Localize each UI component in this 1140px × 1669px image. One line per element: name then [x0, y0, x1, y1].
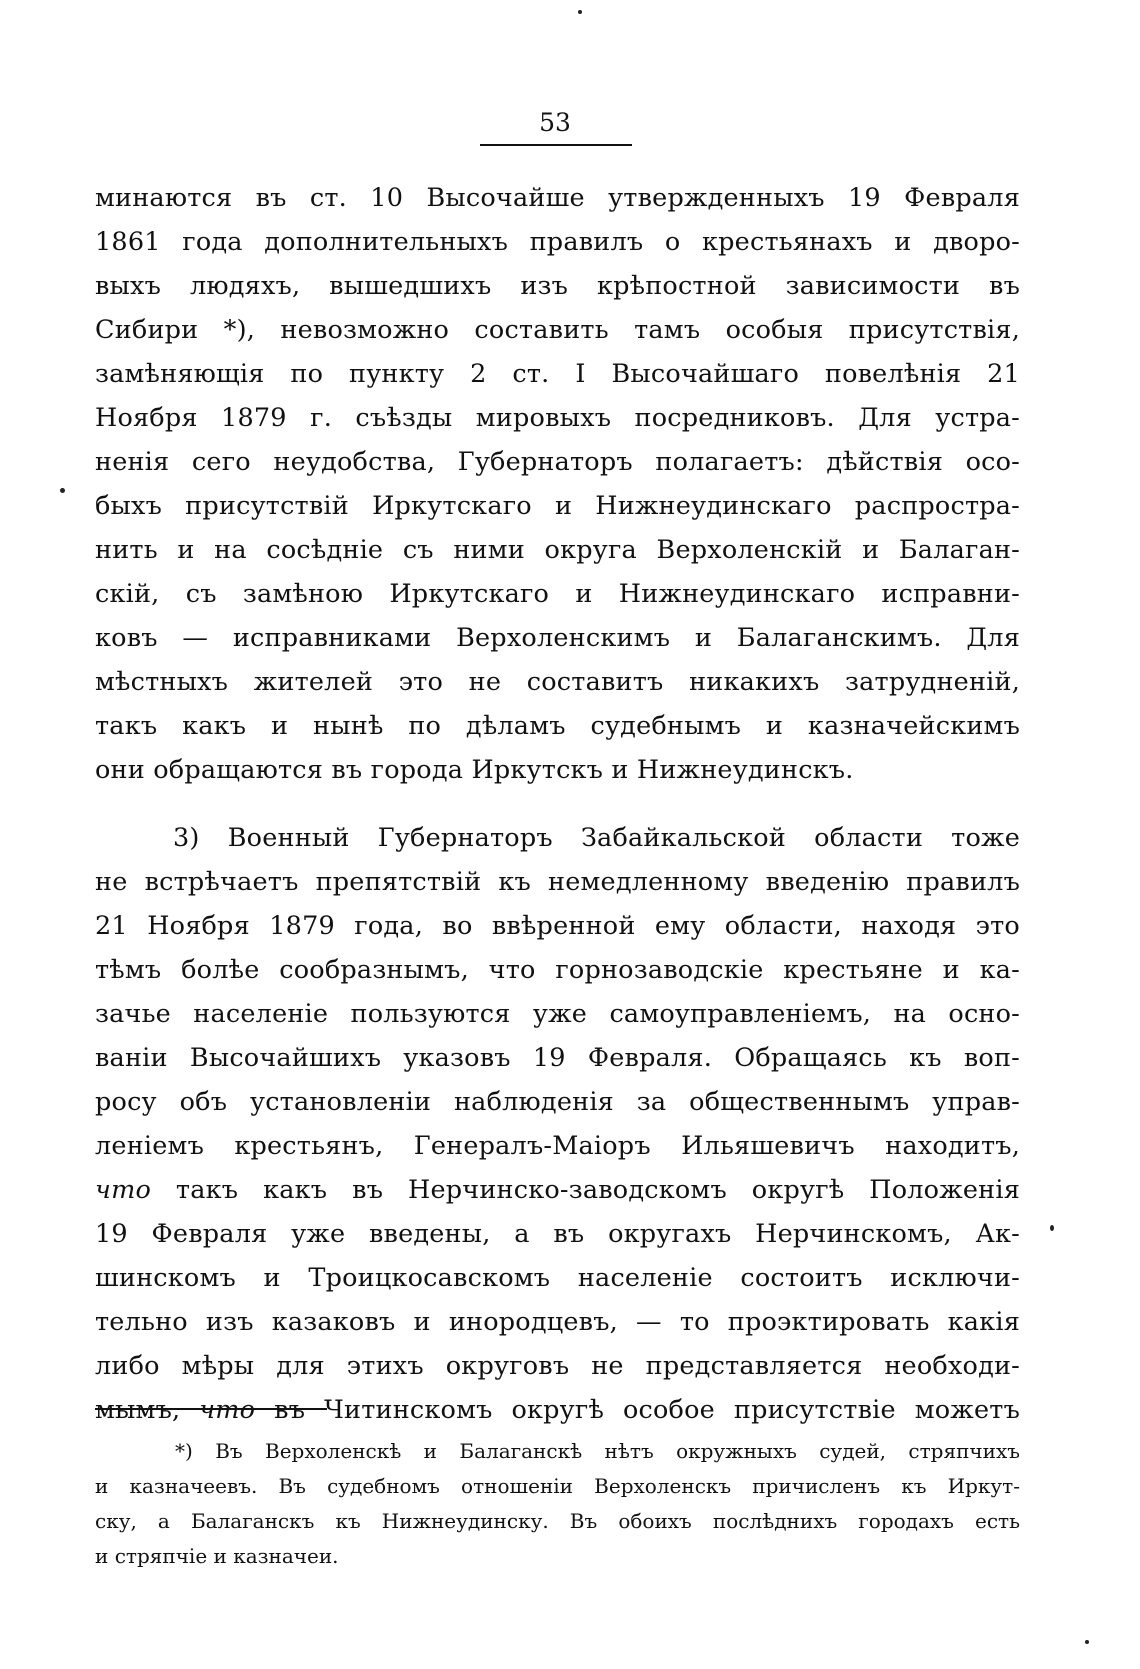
- text-line: ковъ — исправниками Верхоленскимъ и Балаганскимъ. Для: [95, 623, 1020, 653]
- text-line: леніемъ крестьянъ, Генералъ-Маіоръ Ильяшевичъ находитъ,: [95, 1131, 1020, 1161]
- text-line: [95, 1388, 1020, 1432]
- italic-word: что: [199, 1395, 256, 1425]
- footnote: [95, 1434, 1020, 1574]
- main-text: [95, 176, 1020, 1432]
- footnote-line: и стряпчіе и казначеи.: [95, 1544, 339, 1568]
- text-line: Сибири *), невозможно составить тамъ особыя присутствія,: [95, 315, 1020, 345]
- text-line: они обращаются въ города Иркутскъ и Нижнеудинскъ.: [95, 755, 854, 785]
- text-line: шинскомъ и Троицкосавскомъ населеніе состоитъ исключи-: [95, 1263, 1020, 1293]
- line-rest: въ Читинскомъ округѣ особое присутствіе можетъ: [255, 1395, 1020, 1425]
- text-line: тѣмъ болѣе сообразнымъ, что горнозаводскіе крестьяне и ка-: [95, 955, 1020, 985]
- page-number: 53: [539, 108, 571, 137]
- footnote-line: ску, а Балаганскъ къ Нижнеудинску. Въ обоихъ послѣднихъ городахъ есть: [95, 1509, 1020, 1533]
- text-line: зачье населеніе пользуются уже самоуправленіемъ, на осно-: [95, 999, 1020, 1029]
- text-line: выхъ людяхъ, вышедшихъ изъ крѣпостной зависимости въ: [95, 271, 1020, 301]
- text-line: скій, съ замѣною Иркутскаго и Нижнеудинскаго исправни-: [95, 579, 1020, 609]
- text-line: мѣстныхъ жителей это не составитъ никакихъ затрудненій,: [95, 667, 1020, 697]
- italic-word: что: [95, 1175, 151, 1205]
- scan-speck: [578, 10, 582, 14]
- scan-speck: [60, 488, 65, 493]
- text-line: тельно изъ казаковъ и инородцевъ, — то проэктировать какія: [95, 1307, 1020, 1337]
- scan-speck: [1085, 1640, 1089, 1644]
- text-line: росу объ установленіи наблюденія за общественнымъ управ-: [95, 1087, 1020, 1117]
- text-line: 3) Военный Губернаторъ Забайкальской области тоже: [173, 823, 1020, 853]
- footnote-line: и казначеевъ. Въ судебномъ отношеніи Верхоленскъ причисленъ къ Иркут-: [95, 1474, 1020, 1498]
- text-line: 21 Ноября 1879 года, во ввѣренной ему области, находя это: [95, 911, 1020, 941]
- text-line: ваніи Высочайшихъ указовъ 19 Февраля. Обращаясь къ воп-: [95, 1043, 1020, 1073]
- text-line: 19 Февраля уже введены, а въ округахъ Нерчинскомъ, Ак-: [95, 1219, 1020, 1249]
- scan-speck: [1050, 1225, 1054, 1231]
- paragraph-gap: [95, 792, 1020, 816]
- text-line: 1861 года дополнительныхъ правилъ о крестьянахъ и дворо-: [95, 227, 1020, 257]
- text-line: минаются въ ст. 10 Высочайше утвержденныхъ 19 Февраля: [95, 183, 1020, 213]
- text-line: Ноября 1879 г. съѣзды мировыхъ посредниковъ. Для устра-: [95, 403, 1020, 433]
- text-line: такъ какъ и нынѣ по дѣламъ судебнымъ и казначейскимъ: [95, 711, 1020, 741]
- line-rest: такъ какъ въ Нерчинско-заводскомъ округѣ Положенія: [151, 1175, 1020, 1205]
- text-line: быхъ присутствій Иркутскаго и Нижнеудинскаго распростра-: [95, 491, 1020, 521]
- text-line: нить и на сосѣдніе съ ними округа Верхоленскій и Балаган-: [95, 535, 1020, 565]
- text-line: либо мѣры для этихъ округовъ не представляется необходи-: [95, 1351, 1020, 1381]
- footnote-line: *) Въ Верхоленскѣ и Балаганскѣ нѣтъ окружныхъ судей, стряпчихъ: [175, 1439, 1020, 1463]
- text-line: не встрѣчаетъ препятствій къ немедленному введенію правилъ: [95, 867, 1020, 897]
- text-line: замѣняющія по пункту 2 ст. I Высочайшаго повелѣнія 21: [95, 359, 1020, 389]
- footnote-rule: [95, 1408, 327, 1410]
- header-rule: [480, 144, 632, 146]
- line-start: мымъ,: [95, 1395, 200, 1425]
- text-line: ненія сего неудобства, Губернаторъ полагаетъ: дѣйствія осо-: [95, 447, 1020, 477]
- text-line: [95, 1168, 1020, 1212]
